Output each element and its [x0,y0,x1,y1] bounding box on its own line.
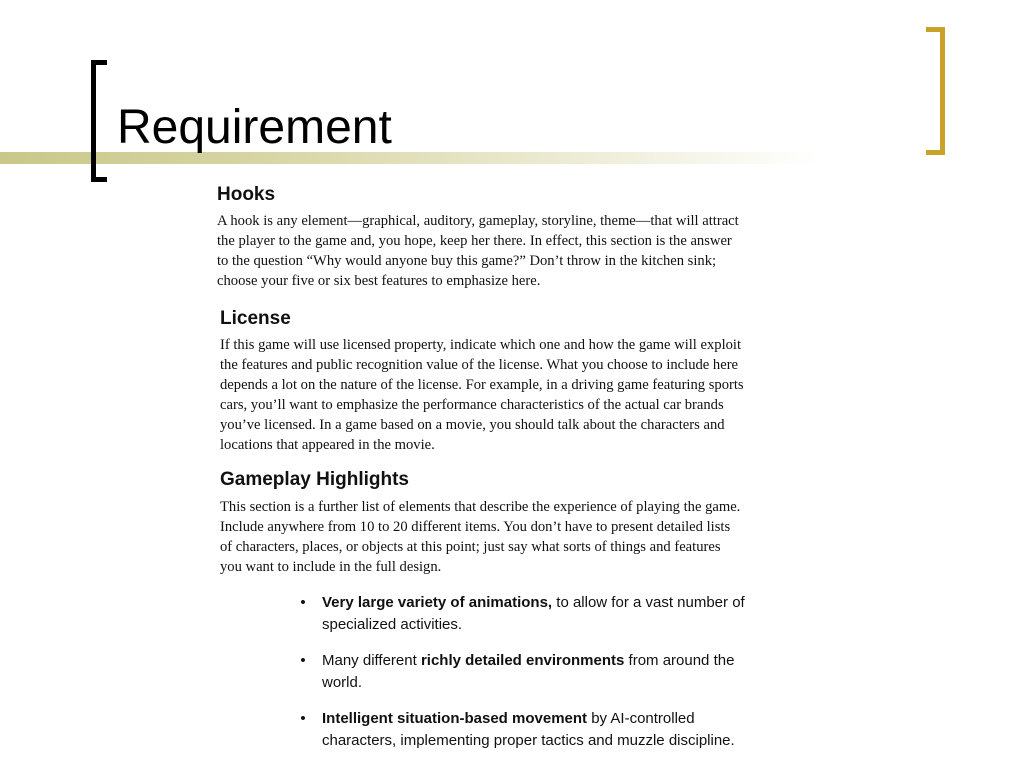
hooks-paragraph [217,211,739,291]
bullet-bold-text: richly detailed environments [420,652,625,669]
license-heading: License [220,308,291,329]
bullet-item-environments [298,650,818,694]
bullet-text: Many different [322,652,421,669]
license-line: If this game will use licensed property, indicate which one and how the game will exploit [220,337,742,353]
license-line: you’ve licensed. In a game based on a movie, you should talk about the characters and [220,417,725,433]
hooks-line: choose your five or six best features to emphasize here. [217,273,541,289]
bullet-marker: • [300,594,306,611]
right-bracket-decoration [926,27,945,155]
gameplay-line: This section is a further list of elements that describe the experience of playing the game. [220,499,741,515]
license-paragraph [220,335,744,455]
bullet-line [322,592,818,614]
slide-title: Requirement [117,101,392,154]
bullet-line [322,650,818,672]
gameplay-highlights-paragraph [220,497,740,577]
hooks-line: to the question “Why would anyone buy this game?” Don’t throw in the kitchen sink; [217,253,717,269]
license-line: depends a lot on the nature of the license. For example, in a driving game featuring sports [220,377,744,393]
license-line: cars, you’ll want to emphasize the performance characteristics of the actual car brands [220,397,724,413]
gameplay-line: of characters, places, or objects at this point; just say what sorts of things and features [220,539,721,555]
bullet-line: world. [322,674,363,691]
bullet-text: to allow for a vast number of [552,594,745,611]
hooks-line: the player to the game and, you hope, keep her there. In effect, this section is the answer [217,233,732,249]
license-line: the features and public recognition value of the license. What you choose to include here [220,357,739,373]
gameplay-line: you want to include in the full design. [220,559,442,575]
bullet-item-animations [298,592,818,636]
bullet-item-movement [298,708,818,752]
bullet-line [322,708,818,730]
bullet-marker: • [300,710,306,727]
bullet-marker: • [300,652,306,669]
bullet-line: specialized activities. [322,616,463,633]
bullet-text: by AI-controlled [587,710,695,727]
features-bullet-list [298,592,818,766]
gameplay-highlights-heading: Gameplay Highlights [220,469,409,490]
bullet-line: characters, implementing proper tactics and muzzle discipline. [322,732,735,749]
bullet-bold-text: Intelligent situation-based movement [322,710,588,727]
hooks-line: A hook is any element—graphical, auditory, gameplay, storyline, theme—that will attract [217,213,739,229]
bullet-bold-text: Very large variety of animations, [322,594,553,611]
left-bracket-decoration [91,60,107,182]
gameplay-line: Include anywhere from 10 to 20 different items. You don’t have to present detailed lists [220,519,731,535]
bullet-text: from around the [624,652,735,669]
license-line: locations that appeared in the movie. [220,437,435,453]
hooks-heading: Hooks [217,184,276,205]
